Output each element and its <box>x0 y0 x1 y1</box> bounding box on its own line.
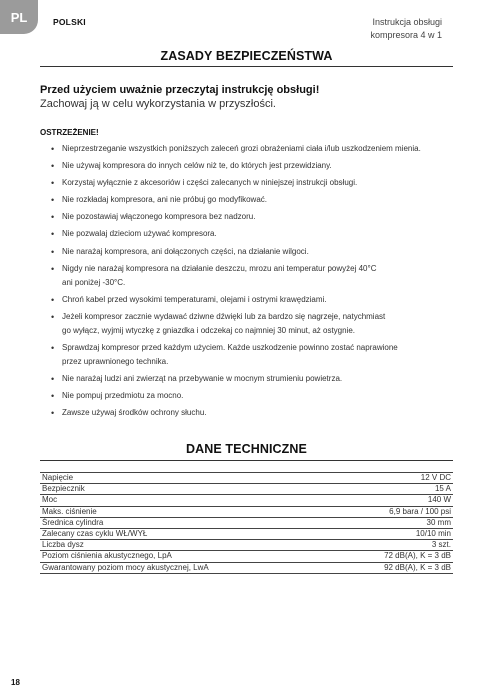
warning-item <box>40 176 453 190</box>
warning-item <box>40 227 453 241</box>
spec-label: Bezpiecznik <box>40 484 279 495</box>
bullet-icon: • <box>51 246 55 257</box>
warning-text-continued: ani poniżej -30°C. <box>62 277 126 287</box>
spec-label: Liczba dysz <box>40 540 279 551</box>
warning-item <box>40 293 453 307</box>
section-divider <box>40 66 453 67</box>
language-code: PL <box>10 9 28 25</box>
warning-text: Zawsze używaj środków ochrony słuchu. <box>62 408 207 418</box>
spec-row <box>40 551 453 562</box>
spec-label: Maks. ciśnienie <box>40 506 279 517</box>
warning-item <box>40 372 453 386</box>
spec-value: 72 dB(A), K = 3 dB <box>279 551 453 562</box>
spec-row <box>40 473 453 484</box>
warning-item <box>40 310 453 338</box>
section-divider <box>40 460 453 461</box>
warning-item <box>40 406 453 420</box>
spec-label: Moc <box>40 495 279 506</box>
specs-section-title: DANE TECHNICZNE <box>186 442 307 456</box>
spec-label: Gwarantowany poziom mocy akustycznej, LwA <box>40 562 279 573</box>
spec-row <box>40 562 453 573</box>
warning-text: Chroń kabel przed wysokimi temperaturami, olejami i ostrymi krawędziami. <box>62 294 327 304</box>
bullet-icon: • <box>51 408 55 419</box>
page-number: 18 <box>11 678 20 687</box>
language-tab <box>0 0 38 34</box>
bullet-icon: • <box>51 144 55 154</box>
spec-value: 6,9 bara / 100 psi <box>279 506 453 517</box>
warning-item <box>40 193 453 207</box>
spec-row <box>40 528 453 539</box>
spec-label: Napięcie <box>40 473 279 484</box>
language-name: POLSKI <box>53 17 86 27</box>
warning-item <box>40 341 453 369</box>
warning-text: Nie pompuj przedmiotu za mocno. <box>62 391 184 401</box>
warning-text-continued: go wyłącz, wyjmij wtyczkę z gniazdka i odczekaj co najmniej 30 minut, aż ostygnie. <box>62 325 356 335</box>
spec-row <box>40 517 453 528</box>
warning-item <box>40 210 453 224</box>
spec-value: 12 V DC <box>279 473 453 484</box>
spec-value: 15 A <box>279 484 453 495</box>
bullet-icon: • <box>51 229 55 240</box>
warning-text: Korzystaj wyłącznie z akcesoriów i części zalecanych w niniejszej instrukcji obsługi. <box>62 178 358 188</box>
bullet-icon: • <box>51 178 55 189</box>
spec-label: Średnica cylindra <box>40 517 279 528</box>
warning-heading: OSTRZEŻENIE! <box>40 128 99 137</box>
safety-section-title: ZASADY BEZPIECZEŃSTWA <box>160 49 333 63</box>
warning-text: Nie używaj kompresora do innych celów niż te, do których jest przewidziany. <box>62 161 332 171</box>
bullet-icon: • <box>51 342 55 353</box>
bullet-icon: • <box>51 294 55 305</box>
spec-value: 3 szt. <box>279 540 453 551</box>
intro-bold-text: Przed użyciem uważnie przeczytaj instrukcję obsługi! <box>40 84 320 96</box>
document-title <box>282 16 442 42</box>
bullet-icon: • <box>51 391 55 402</box>
spec-row <box>40 540 453 551</box>
spec-label: Poziom ciśnienia akustycznego, LpA <box>40 551 279 562</box>
spec-label: Zalecany czas cyklu WŁ/WYŁ <box>40 528 279 539</box>
warning-text: Nie rozkładaj kompresora, ani nie próbuj go modyfikować. <box>62 195 267 205</box>
spec-value: 10/10 min <box>279 528 453 539</box>
spec-row <box>40 506 453 517</box>
spec-row <box>40 495 453 506</box>
spec-value: 140 W <box>279 495 453 506</box>
warning-text-continued: przez uprawnionego technika. <box>62 356 169 366</box>
warning-text: Jeżeli kompresor zacznie wydawać dziwne dźwięki lub za bardzo się nagrzeje, natychmiast <box>62 311 386 321</box>
spec-table <box>40 472 453 574</box>
bullet-icon: • <box>51 374 55 385</box>
bullet-icon: • <box>51 311 55 322</box>
bullet-icon: • <box>51 161 55 172</box>
document-title-line: kompresora 4 w 1 <box>370 30 442 40</box>
spec-row <box>40 484 453 495</box>
warning-text: Nie pozostawiaj włączonego kompresora bez nadzoru. <box>62 212 256 222</box>
warning-text: Nigdy nie narażaj kompresora na działanie deszczu, mrozu ani temperatur powyżej 40°C <box>62 263 377 273</box>
bullet-icon: • <box>51 195 55 206</box>
warning-text: Sprawdzaj kompresor przed każdym użyciem. Każde uszkodzenie powinno zostać naprawione <box>62 342 398 352</box>
intro-text: Zachowaj ją w celu wykorzystania w przyszłości. <box>40 98 276 110</box>
spec-value: 30 mm <box>279 517 453 528</box>
warning-item <box>40 389 453 403</box>
warning-text: Nie pozwalaj dzieciom używać kompresora. <box>62 229 217 239</box>
bullet-icon: • <box>51 263 55 274</box>
warning-item <box>40 245 453 259</box>
warning-item <box>40 142 453 156</box>
spec-value: 92 dB(A), K = 3 dB <box>279 562 453 573</box>
warning-text: Nie narażaj kompresora, ani dołączonych części, na działanie wilgoci. <box>62 246 309 256</box>
bullet-icon: • <box>51 212 55 223</box>
warning-text: Nie narażaj ludzi ani zwierząt na przebywanie w mocnym strumieniu powietrza. <box>62 374 343 384</box>
document-title-line: Instrukcja obsługi <box>372 17 442 27</box>
warning-item <box>40 159 453 173</box>
warning-text: Nieprzestrzeganie wszystkich poniższych zaleceń grozi obrażeniami ciała i/lub uszkodzeniem mienia. <box>62 144 421 153</box>
warning-item <box>40 262 453 290</box>
warning-list <box>40 142 453 423</box>
